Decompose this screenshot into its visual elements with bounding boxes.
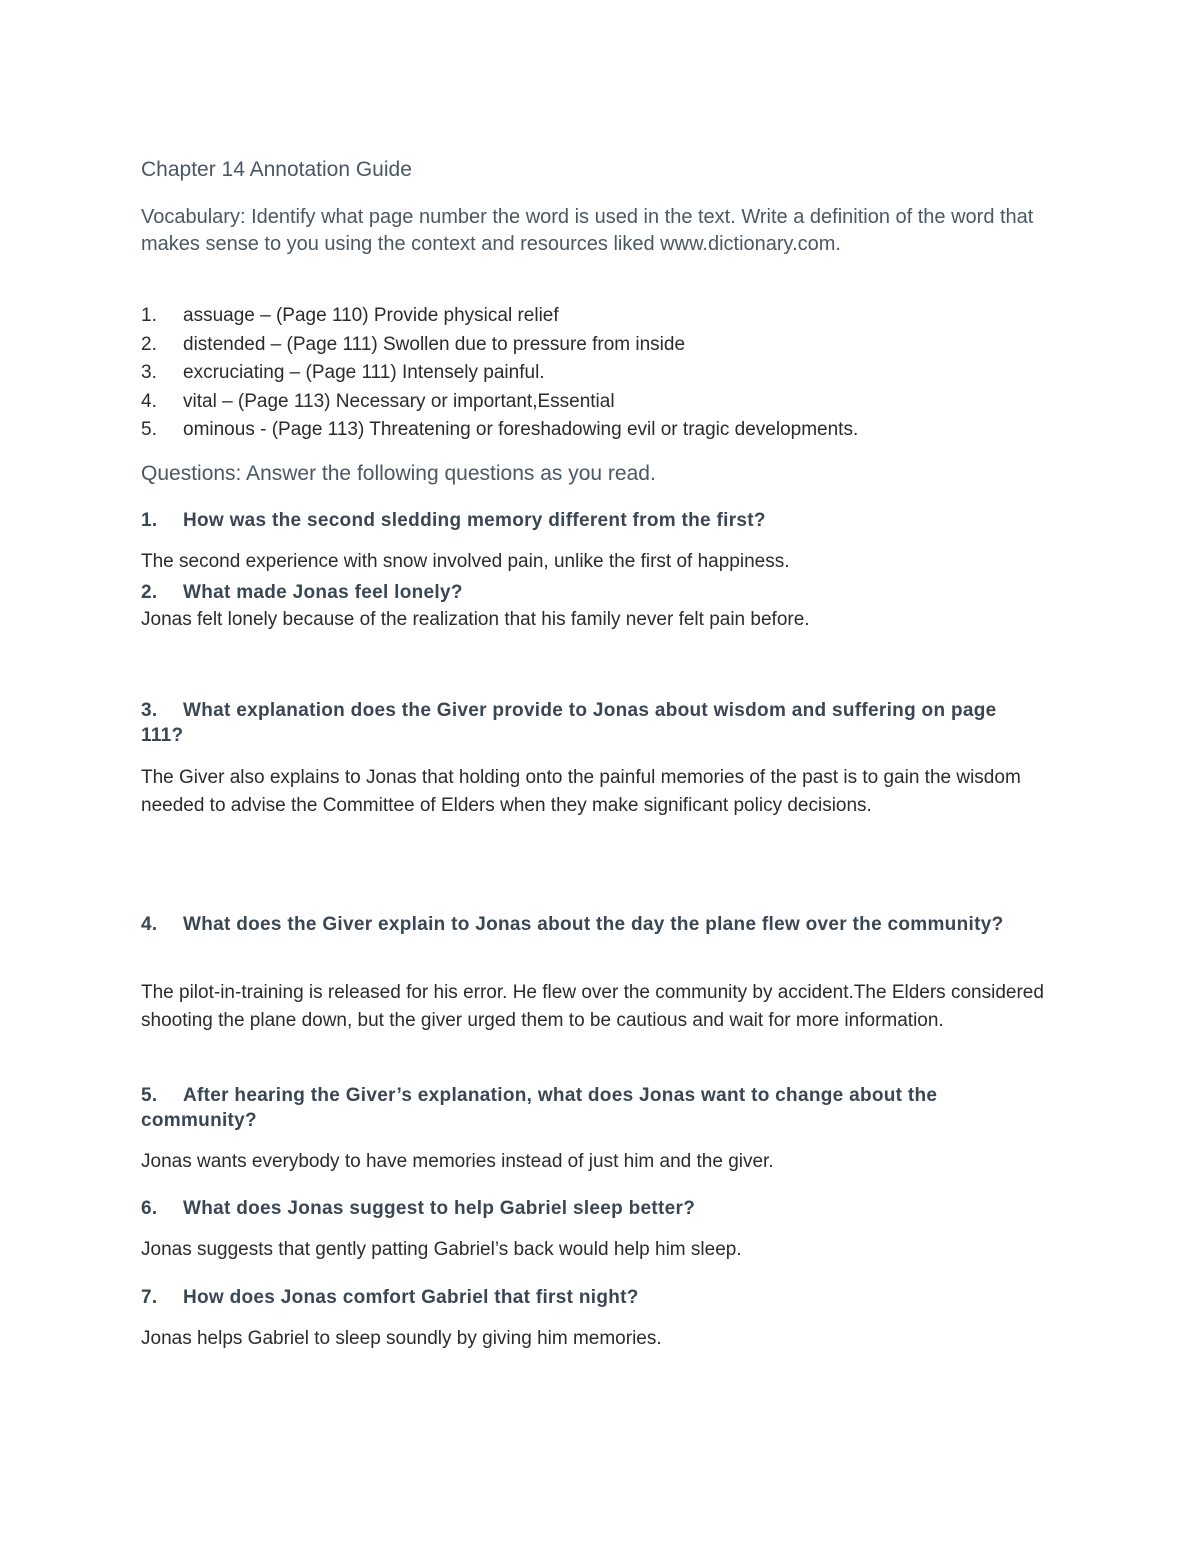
vocabulary-instructions: Vocabulary: Identify what page number the word is used in the text. Write a definition of the word that makes sense to you using the context and resources liked www.dictionary.com. [141,206,1034,255]
question-number: 4. [141,914,158,935]
answer-4: The pilot-in-training is released for his error. He flew over the community by accident.The Elders considered shooting the plane down, but the giver urged them to be cautious and wait for more information. [141,982,1044,1031]
list-number: 2. [141,333,157,355]
answer-7: Jonas helps Gabriel to sleep soundly by giving him memories. [141,1328,662,1349]
question-text: What does the Giver explain to Jonas about the day the plane flew over the community? [183,914,1004,935]
answer-2: Jonas felt lonely because of the realization that his family never felt pain before. [141,609,810,630]
question-number: 5. [141,1085,158,1106]
question-number: 2. [141,582,158,603]
vocabulary-item [141,331,1071,360]
question-5 [141,1083,1041,1133]
question-2 [141,580,1041,605]
answer-6: Jonas suggests that gently patting Gabriel’s back would help him sleep. [141,1239,742,1260]
answer-1: The second experience with snow involved pain, unlike the first of happiness. [141,551,790,572]
vocabulary-item [141,416,1071,445]
question-text: After hearing the Giver’s explanation, what does Jonas want to change about the community? [141,1085,938,1131]
vocabulary-text: ominous - (Page 113) Threatening or foreshadowing evil or tragic developments. [183,419,859,441]
answer-5: Jonas wants everybody to have memories instead of just him and the giver. [141,1151,774,1172]
list-number: 1. [141,305,157,326]
questions-heading: Questions: Answer the following questions as you read. [141,462,656,485]
question-7 [141,1285,1041,1310]
question-text: How does Jonas comfort Gabriel that first night? [183,1287,639,1308]
question-text: What does Jonas suggest to help Gabriel sleep better? [183,1198,696,1219]
list-number: 4. [141,390,157,412]
question-text: What made Jonas feel lonely? [183,582,463,603]
question-1 [141,508,1041,533]
vocabulary-text: excruciating – (Page 111) Intensely painful. [183,362,545,384]
list-number: 5. [141,419,157,441]
question-3 [141,698,1041,748]
vocabulary-item [141,302,1071,331]
question-text: How was the second sledding memory different from the first? [183,510,766,531]
document-title: Chapter 14 Annotation Guide [141,158,412,181]
vocabulary-text: assuage – (Page 110) Provide physical relief [183,305,559,326]
vocabulary-text: distended – (Page 111) Swollen due to pressure from inside [183,333,686,355]
question-number: 7. [141,1287,158,1308]
list-number: 3. [141,362,157,384]
question-number: 3. [141,700,158,721]
question-text: What explanation does the Giver provide to Jonas about wisdom and suffering on page 111? [141,700,997,746]
vocabulary-list [141,302,1071,445]
answer-3: The Giver also explains to Jonas that holding onto the painful memories of the past is to gain the wisdom needed to advise the Committee of Elders when they make significant policy decisions. [141,767,1021,816]
question-6 [141,1196,1041,1221]
vocabulary-item [141,359,1071,388]
question-number: 1. [141,510,158,531]
vocabulary-text: vital – (Page 113) Necessary or important,Essential [183,390,615,412]
vocabulary-item [141,388,1071,417]
question-4 [141,912,1041,937]
question-number: 6. [141,1198,158,1219]
